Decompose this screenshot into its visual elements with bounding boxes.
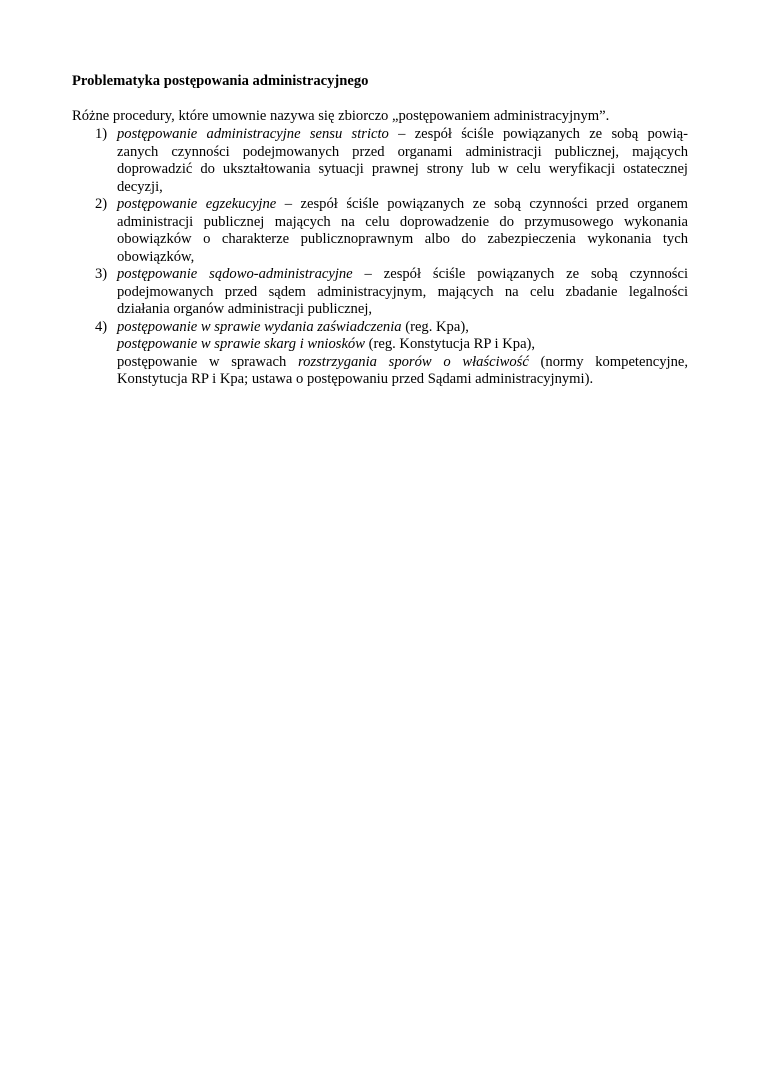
list-item-line (117, 214, 688, 232)
text-segment: Konstytucja RP i Kpa; ustawa o postępowaniu przed Sądami administracyjnymi). (117, 371, 594, 387)
italic-term: rozstrzygania sporów o właściwość (298, 353, 529, 370)
italic-term: postępowanie w sprawie wydania zaświadczenia (117, 318, 402, 335)
list-item-number: 3) (95, 266, 108, 282)
text-segment: (reg. Kpa), (401, 318, 469, 335)
list-item (72, 126, 688, 196)
text-segment: (reg. Konstytucja RP i Kpa), (364, 336, 536, 352)
italic-term: postępowanie w sprawie skarg i wniosków (117, 336, 365, 352)
text-segment: – zespół ściśle powiązanych ze sobą powią- (388, 126, 688, 142)
text-segment: – zespół ściśle powiązanych ze sobą czynności (352, 266, 688, 282)
list-item-line (117, 301, 688, 319)
list-item-line (117, 196, 688, 214)
text-segment: administracji publicznej mających na celu doprowadzenie do przymusowego wykonania (117, 213, 688, 230)
list-item (72, 266, 688, 319)
list-item-line (117, 284, 688, 302)
list-item-line (117, 266, 688, 284)
list-item-number: 1) (95, 126, 108, 142)
text-segment: obowiązków, (117, 248, 195, 265)
list-item (72, 319, 688, 389)
italic-term: postępowanie sądowo-administracyjne (117, 266, 353, 282)
text-segment: – zespół ściśle powiązanych ze sobą czynności przed organem (276, 196, 688, 212)
list-item (72, 196, 688, 266)
text-segment: podejmowanych przed sądem administracyjnym, mających na celu zbadanie legalności (117, 283, 688, 300)
list-item-line (117, 231, 688, 249)
text-segment: postępowanie w sprawach (117, 353, 299, 370)
list-item-line (117, 371, 688, 389)
list-item-line (117, 179, 688, 197)
text-segment: działania organów administracji publicznej, (117, 301, 373, 317)
document-title: Problematyka postępowania administracyjnego (72, 73, 369, 89)
intro-paragraph: Różne procedury, które umownie nazywa się zbiorczo „postępowaniem administracyjnym”. (72, 108, 610, 124)
list-item-number: 4) (95, 318, 108, 335)
list-item-line (117, 354, 688, 372)
text-segment: decyzji, (117, 178, 163, 195)
list-item-line (117, 249, 688, 267)
list-item-line (117, 336, 688, 354)
text-segment: obowiązków o charakterze publicznoprawnym albo do zabezpieczenia wykonania tych (117, 231, 688, 247)
italic-term: postępowanie administracyjne sensu stricto (117, 126, 389, 142)
italic-term: postępowanie egzekucyjne (117, 196, 277, 212)
procedure-list (72, 126, 688, 389)
list-item-number: 2) (95, 196, 108, 212)
text-segment: zanych czynności podejmowanych przed organami administracji publicznej, mających (117, 143, 688, 160)
text-segment: doprowadzić do ukształtowania sytuacji prawnej strony lub w celu weryfikacji ostatecznej (117, 161, 688, 177)
list-item-line (117, 319, 688, 337)
text-segment: (normy kompetencyjne, (528, 353, 689, 370)
list-item-line (117, 161, 688, 179)
list-item-line (117, 126, 688, 144)
list-item-line (117, 144, 688, 162)
